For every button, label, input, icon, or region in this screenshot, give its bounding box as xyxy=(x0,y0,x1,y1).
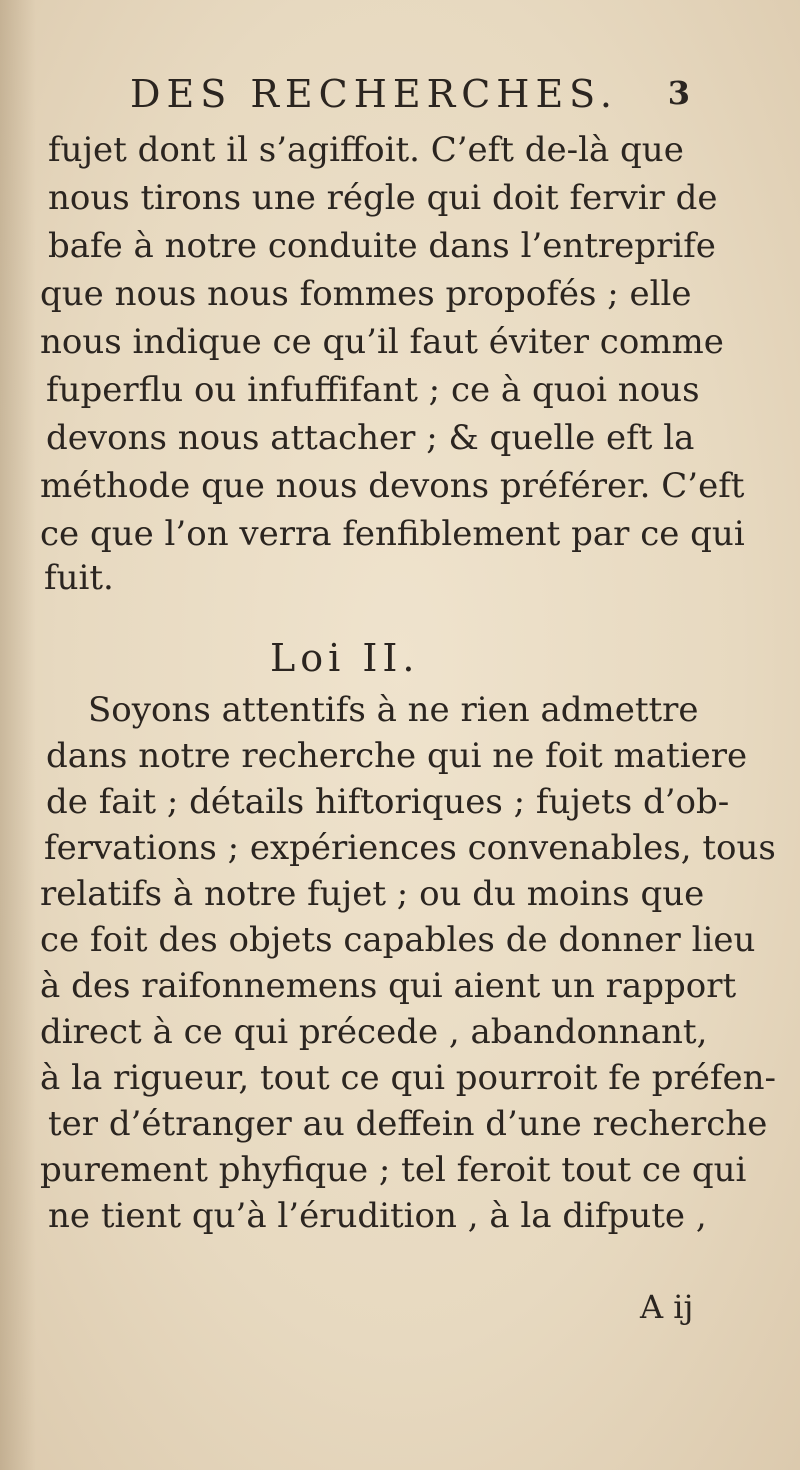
section-title: Loi II. xyxy=(270,636,420,680)
text-line: à la rigueur, tout ce qui pourroit fe préfen- xyxy=(40,1058,776,1098)
signature-mark: A ij xyxy=(640,1288,694,1326)
text-line: ce que l’on verra fenfiblement par ce qui xyxy=(40,514,745,554)
text-line: nous indique ce qu’il faut éviter comme xyxy=(40,322,724,362)
text-line: fervations ; expériences convenables, tous xyxy=(44,828,776,868)
running-head: DES RECHERCHES. xyxy=(130,72,618,116)
text-line: fuit. xyxy=(44,558,114,598)
text-line: que nous nous fommes propofés ; elle xyxy=(40,274,692,314)
text-line: de fait ; détails hiftoriques ; fujets d’ob- xyxy=(46,782,730,822)
text-line: bafe à notre conduite dans l’entreprife xyxy=(48,226,716,266)
text-line: ne tient qu’à l’érudition , à la difpute , xyxy=(48,1196,707,1236)
text-line: ce foit des objets capables de donner lieu xyxy=(40,920,756,960)
text-line: Soyons attentifs à ne rien admettre xyxy=(88,690,699,730)
page-number: 3 xyxy=(667,74,690,112)
text-line: nous tirons une régle qui doit fervir de xyxy=(48,178,718,218)
text-line: méthode que nous devons préférer. C’eft xyxy=(40,466,745,506)
text-line: purement phyfique ; tel feroit tout ce qui xyxy=(40,1150,747,1190)
page-edge-shadow xyxy=(0,0,36,1470)
text-line: fuperflu ou infuffifant ; ce à quoi nous xyxy=(46,370,700,410)
text-line: à des raifonnemens qui aient un rapport xyxy=(40,966,737,1006)
text-line: dans notre recherche qui ne foit matiere xyxy=(46,736,748,776)
page-header xyxy=(130,72,690,122)
text-line: ter d’étranger au deffein d’une recherche xyxy=(48,1104,768,1144)
text-line: direct à ce qui précede , abandonnant, xyxy=(40,1012,708,1052)
text-line: devons nous attacher ; & quelle eft la xyxy=(46,418,695,458)
text-line: relatifs à notre fujet ; ou du moins que xyxy=(40,874,705,914)
text-line: fujet dont il s’agiffoit. C’eft de-là que xyxy=(48,130,684,170)
